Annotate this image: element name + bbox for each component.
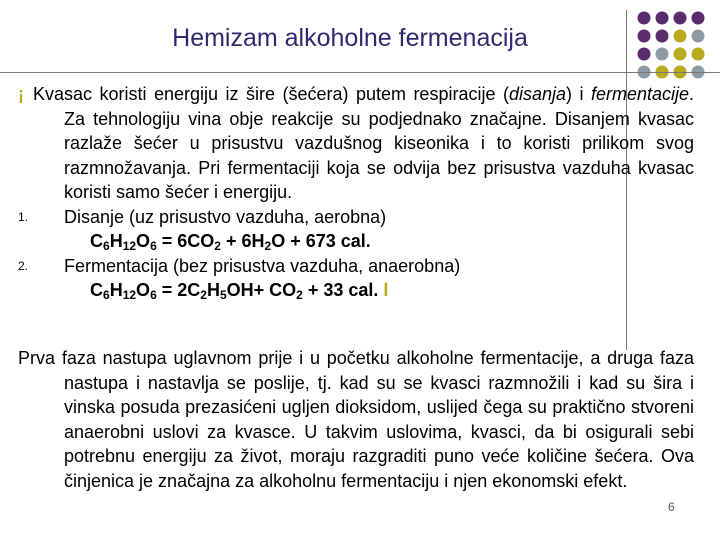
formula-part: H bbox=[109, 280, 123, 300]
formula-sub: 5 bbox=[219, 288, 227, 302]
numbered-list bbox=[18, 205, 694, 303]
list-number: 2. bbox=[18, 258, 29, 273]
formula-sub: 12 bbox=[122, 288, 137, 302]
formula-part: = 2C bbox=[156, 280, 201, 300]
list-item bbox=[18, 254, 694, 279]
formula-part: H bbox=[109, 231, 123, 251]
slide-body bbox=[18, 82, 694, 303]
formula-part: O + 673 cal. bbox=[271, 231, 371, 251]
formula-part: O bbox=[136, 231, 151, 251]
decorative-horizontal-line bbox=[0, 72, 720, 73]
decorative-dot bbox=[692, 12, 705, 25]
formula-part: + 33 cal. bbox=[302, 280, 384, 300]
formula-sub: 6 bbox=[103, 288, 110, 302]
page-number: 6 bbox=[668, 500, 675, 514]
decorative-dot bbox=[656, 12, 669, 25]
formula-part: = 6CO bbox=[156, 231, 215, 251]
decorative-dot bbox=[674, 12, 687, 25]
formula-part: H bbox=[206, 280, 220, 300]
intro-paragraph bbox=[18, 82, 694, 205]
intro-italic-disanja: disanja bbox=[508, 84, 566, 104]
formula-sub: 6 bbox=[150, 288, 157, 302]
formula-sub: 2 bbox=[200, 288, 207, 302]
formula-aerobic bbox=[18, 229, 694, 254]
slide-title: Hemizam alkoholne fermenacija bbox=[172, 24, 528, 52]
formula-sub: 2 bbox=[296, 288, 303, 302]
formula-anaerobic bbox=[18, 278, 694, 303]
list-item-text: Disanje (uz prisustvo vazduha, aerobna) bbox=[64, 206, 387, 227]
formula-part: + 6H bbox=[220, 231, 265, 251]
intro-text-after: . Za tehnologiju vina obje reakcije su podjednako značajne. Disanjem kvasac razlaže šećer u prisustvu vazdušnog kiseonika i to koristi prilikom svog razmnožavanja. Pri fermentaciji koja se odvija bez prisustva vazduha kvasac koristi samo šećer i energiju. bbox=[64, 84, 695, 202]
list-item bbox=[18, 205, 694, 230]
formula-part: O bbox=[136, 280, 151, 300]
formula-sub: 2 bbox=[214, 239, 221, 253]
list-number: 1. bbox=[18, 209, 29, 224]
formula-sub: 6 bbox=[103, 239, 110, 253]
list-item-text: Fermentacija (bez prisustva vazduha, anaerobna) bbox=[64, 255, 461, 276]
intro-text-middle: ) i bbox=[566, 84, 591, 104]
formula-part: C bbox=[90, 280, 103, 300]
formula-part: C bbox=[90, 231, 103, 251]
bullet-marker: ¡ bbox=[18, 84, 24, 104]
intro-italic-fermentacije: fermentacije bbox=[590, 84, 689, 104]
formula-sub: 6 bbox=[150, 239, 157, 253]
formula-sub: 12 bbox=[122, 239, 137, 253]
formula-sub: 2 bbox=[264, 239, 272, 253]
trailing-marker: l bbox=[383, 280, 389, 300]
second-paragraph: Prva faza nastupa uglavnom prije i u početku alkoholne fermentacije, a druga faza nastupa i nastavlja se poslije, tj. kad su se kvasci razmnožili i kad su šira i vinska posuda prezasićeni ugljen dioksidom, uslijed čega su praktično stvoreni anaerobni uslovi za kvasce. U takvim uslovima, kvasci, da bi osigurali sebi potrebnu energiju za život, moraju razgraditi puno veće količine šećera. Ova činjenica je značajna za alkoholnu fermentaciju i njen ekonomski efekt. bbox=[18, 348, 694, 491]
decorative-dot bbox=[638, 12, 651, 25]
intro-text-before: Kvasac koristi energiju iz šire (šećera) putem respiracije ( bbox=[33, 84, 509, 104]
formula-part: OH+ CO bbox=[226, 280, 297, 300]
